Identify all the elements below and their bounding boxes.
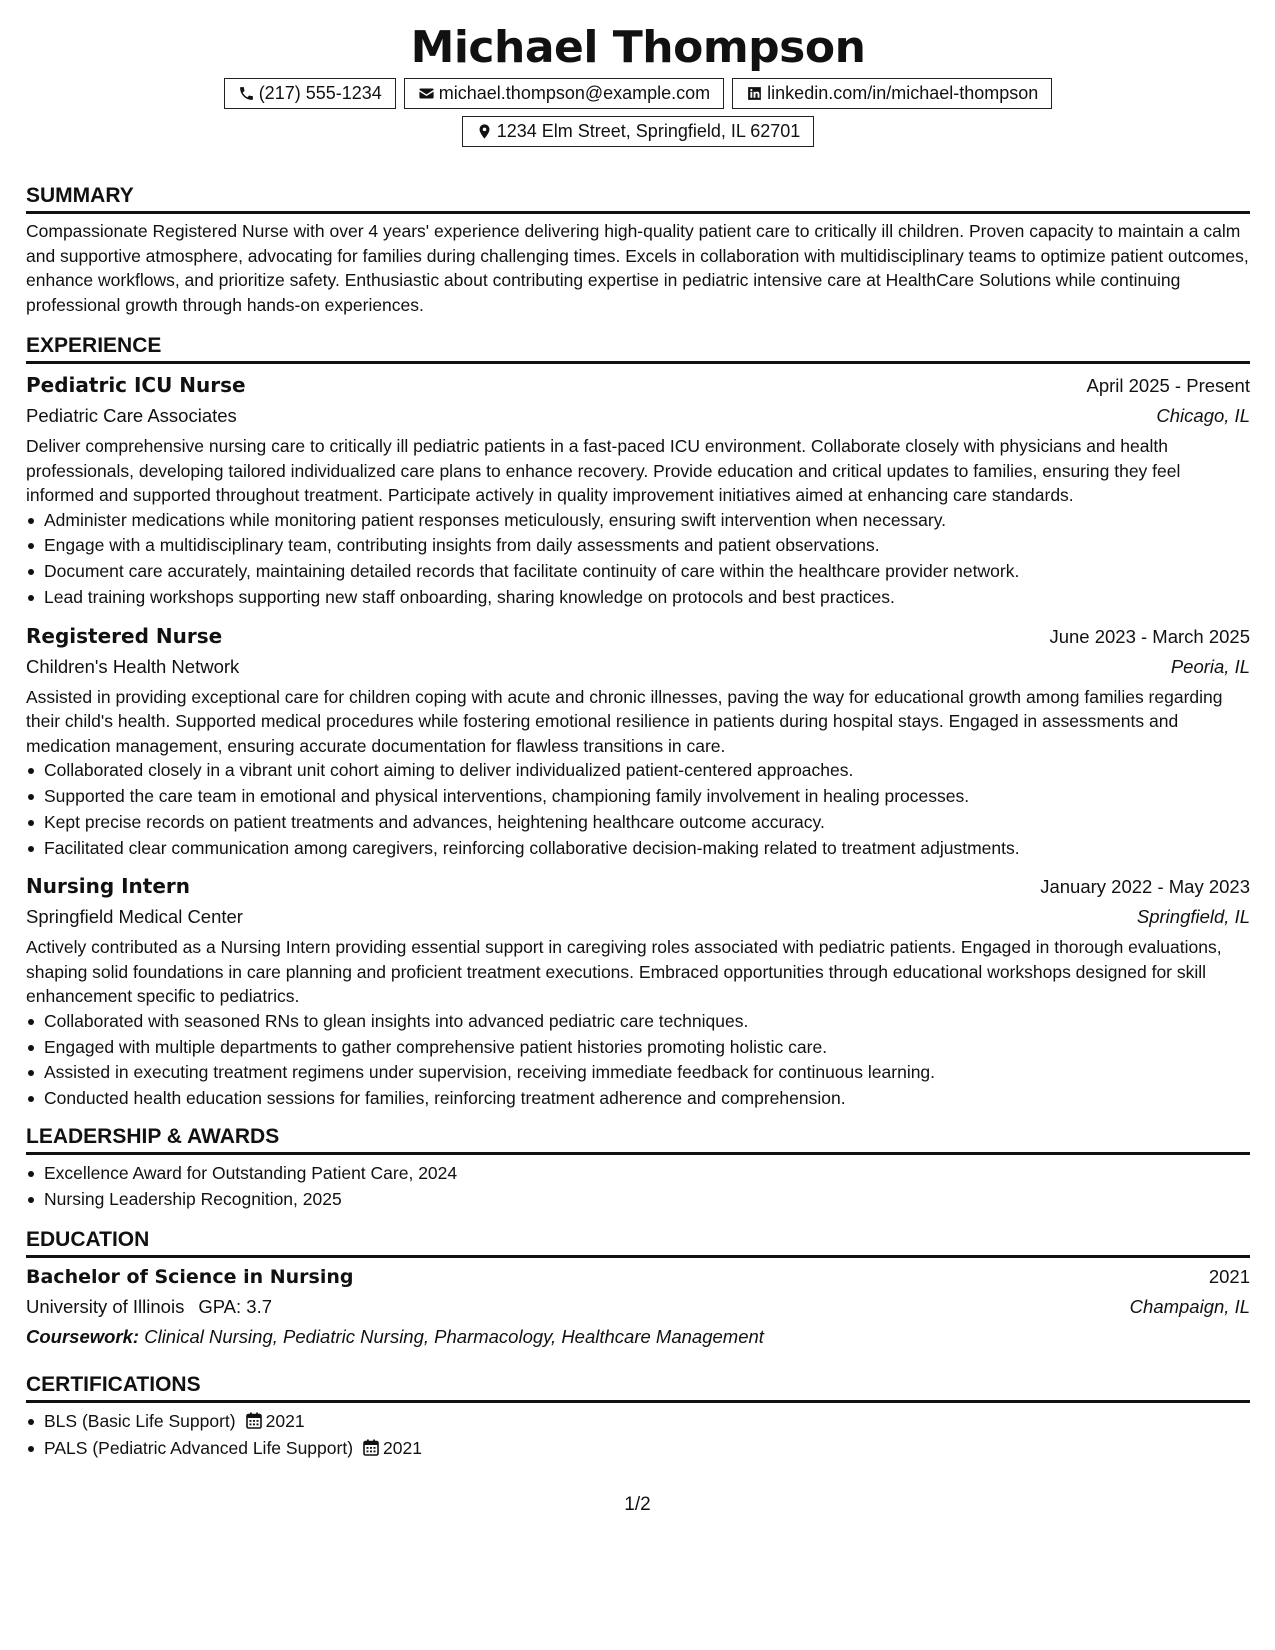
address-chip[interactable] (462, 116, 815, 147)
coursework-list: Clinical Nursing, Pediatric Nursing, Pharmacology, Healthcare Management (144, 1325, 764, 1347)
linkedin-text: linkedin.com/in/michael-thompson (767, 83, 1039, 103)
calendar-icon (363, 1438, 379, 1464)
list-item: Supported the care team in emotional and physical interventions, championing family involvement in healing processes. (44, 784, 1250, 810)
job-entry (26, 370, 1250, 611)
list-item: Engage with a multidisciplinary team, contributing insights from daily assessments and patient observations. (44, 533, 1250, 559)
contact-row-1 (26, 78, 1250, 109)
address-text: 1234 Elm Street, Springfield, IL 62701 (496, 121, 801, 141)
email-chip[interactable] (404, 78, 724, 109)
phone-chip[interactable] (224, 78, 396, 109)
education-entry (26, 1262, 1250, 1352)
job-company: Springfield Medical Center (26, 906, 243, 928)
map-marker-icon (476, 123, 493, 140)
gpa: GPA: 3.7 (198, 1295, 273, 1317)
job-location: Chicago, IL (1156, 405, 1250, 426)
calendar-icon (246, 1411, 262, 1437)
phone-text: (217) 555-1234 (258, 83, 382, 103)
job-dates: January 2022 - May 2023 (1040, 876, 1250, 898)
education-heading: EDUCATION (26, 1227, 1250, 1258)
list-item: Excellence Award for Outstanding Patient Care, 2024 (44, 1161, 1250, 1187)
list-item: Document care accurately, maintaining detailed records that facilitate continuity of care within the healthcare provider network. (44, 559, 1250, 585)
list-item: Facilitated clear communication among caregivers, reinforcing collaborative decision-making related to treatment adjustments. (44, 836, 1250, 862)
graduation-year: 2021 (1208, 1265, 1250, 1287)
list-item: Engaged with multiple departments to gather comprehensive patient histories promoting holistic care. (44, 1035, 1250, 1061)
list-item (44, 1409, 1250, 1437)
list-item (44, 1436, 1250, 1464)
list-item: Collaborated with seasoned RNs to glean insights into advanced pediatric care techniques. (44, 1009, 1250, 1035)
email-text: michael.thompson@example.com (438, 83, 711, 103)
list-item: Nursing Leadership Recognition, 2025 (44, 1187, 1250, 1213)
job-description: Actively contributed as a Nursing Intern providing essential support in caregiving roles associated with pediatric patients. Engaged in thorough evaluations, shaping solid foundations in care planning and proficient treatment executions. Embraced opportunities through educational workshops designed for skill enhancement specific to pediatrics. (26, 937, 1222, 1007)
job-description: Deliver comprehensive nursing care to critically ill pediatric patients in a fast-paced ICU environment. Collaborate closely with physicians and health professionals, developing tailored individualized care plans to enhance recovery. Provide education and critical updates to families, ensuring they feel informed and supported throughout treatment. Participate actively in quality improvement initiatives aimed at enhancing care standards. (26, 436, 1181, 505)
job-title: Pediatric ICU Nurse (26, 373, 246, 397)
coursework-label: Coursework: (26, 1325, 140, 1347)
certification-year: 2021 (265, 1410, 305, 1431)
candidate-name: Michael Thompson (410, 22, 866, 73)
job-location: Peoria, IL (1170, 655, 1250, 677)
school-name: University of Illinois (26, 1295, 185, 1317)
linkedin-icon (746, 85, 763, 102)
job-title: Nursing Intern (26, 874, 191, 899)
certification-name: BLS (Basic Life Support) (44, 1410, 236, 1431)
job-bullets (26, 758, 1250, 861)
job-bullets (26, 1009, 1250, 1112)
leadership-heading: LEADERSHIP & AWARDS (26, 1124, 1250, 1155)
list-item: Assisted in executing treatment regimens under supervision, receiving immediate feedback for continuous learning. (44, 1060, 1250, 1086)
job-company: Children's Health Network (26, 655, 240, 677)
contact-row-2 (26, 116, 1250, 147)
job-title: Registered Nurse (26, 623, 223, 648)
list-item: Kept precise records on patient treatments and advances, heightening healthcare outcome accuracy. (44, 810, 1250, 836)
certifications-heading: CERTIFICATIONS (26, 1372, 1250, 1403)
page-number: 1/2 (624, 1494, 651, 1515)
school-location: Champaign, IL (1129, 1295, 1250, 1317)
summary-text: Compassionate Registered Nurse with over 4 years' experience delivering high-quality patient care to critically ill children. Proven capacity to maintain a calm and supportive atmosphere, advocating for families during challenging times. Excels in collaboration with multidisciplinary teams to optimize patient outcomes, enhance workflows, and prioritize safety. Enthusiastic about contributing expertise in pediatric intensive care at HealthCare Solutions while continuing professional growth through hands-on experiences. (26, 221, 1249, 315)
list-item: Administer medications while monitoring patient responses meticulously, ensuring swift intervention when necessary. (44, 508, 1250, 534)
envelope-icon (418, 85, 435, 102)
job-dates: April 2025 - Present (1086, 375, 1250, 396)
experience-heading: EXPERIENCE (26, 333, 1250, 364)
degree-title: Bachelor of Science in Nursing (26, 1265, 354, 1288)
job-description: Assisted in providing exceptional care for children coping with acute and chronic illnesses, paving the way for educational growth among families regarding their child's health. Supported medical procedures while fostering emotional resilience in patients during hospital stays. Engaged in assessments and medication management, ensuring accurate documentation for flawless transitions in care. (26, 686, 1223, 756)
job-location: Springfield, IL (1136, 906, 1250, 928)
linkedin-chip[interactable] (732, 78, 1052, 109)
job-bullets (26, 508, 1250, 611)
certification-name: PALS (Pediatric Advanced Life Support) (44, 1438, 354, 1459)
list-item: Lead training workshops supporting new staff onboarding, sharing knowledge on protocols and best practices. (44, 585, 1250, 611)
list-item: Conducted health education sessions for families, reinforcing treatment adherence and comprehension. (44, 1086, 1250, 1112)
coursework (26, 1322, 1250, 1352)
list-item: Collaborated closely in a vibrant unit cohort aiming to deliver individualized patient-centered approaches. (44, 758, 1250, 784)
leadership-list (26, 1161, 1250, 1213)
job-entry (26, 871, 1250, 1112)
summary-heading: SUMMARY (26, 183, 1250, 214)
job-entry (26, 621, 1250, 862)
job-dates: June 2023 - March 2025 (1049, 625, 1250, 647)
certifications-list (26, 1409, 1250, 1465)
certification-year: 2021 (383, 1438, 422, 1459)
job-company: Pediatric Care Associates (26, 405, 237, 426)
resume-page (26, 22, 1250, 1464)
phone-icon (238, 85, 255, 102)
